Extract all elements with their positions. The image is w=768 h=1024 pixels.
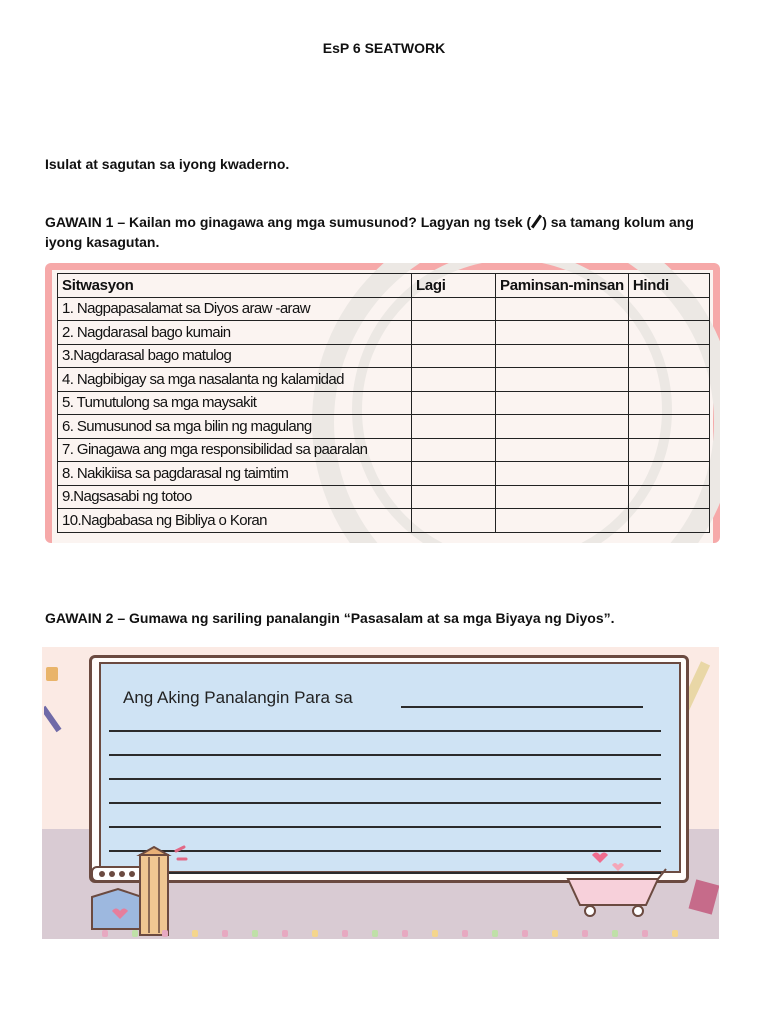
page-title: EsP 6 SEATWORK: [322, 40, 446, 56]
header-lagi: Lagi: [412, 274, 496, 298]
cell-lagi[interactable]: [412, 509, 496, 533]
cell-lagi[interactable]: [412, 438, 496, 462]
cell-lagi[interactable]: [412, 344, 496, 368]
pencil-icon: [82, 845, 192, 939]
cell-hindi[interactable]: [628, 438, 709, 462]
cell-hindi[interactable]: [628, 391, 709, 415]
cell-paminsan-minsan[interactable]: [496, 321, 629, 345]
situation-table: [57, 273, 710, 533]
cell-paminsan-minsan[interactable]: [496, 462, 629, 486]
gawain1-instruction: [45, 212, 705, 252]
cell-paminsan-minsan[interactable]: [496, 297, 629, 321]
prayer-heading: Ang Aking Panalangin Para sa: [123, 688, 353, 707]
table-row: [58, 485, 710, 509]
table-row: [58, 321, 710, 345]
prayer-worksheet-card: [42, 647, 719, 939]
cell-paminsan-minsan[interactable]: [496, 485, 629, 509]
row-situation: 3.Nagdarasal bago matulog: [58, 344, 412, 368]
cell-hindi[interactable]: [628, 485, 709, 509]
writing-line[interactable]: [109, 730, 661, 732]
heart-icon: [592, 853, 608, 864]
prayer-title-blank[interactable]: [401, 706, 643, 708]
cell-lagi[interactable]: [412, 415, 496, 439]
table-row: [58, 462, 710, 486]
cell-lagi[interactable]: [412, 485, 496, 509]
table-row: [58, 438, 710, 462]
gawain1-text-before: GAWAIN 1 – Kailan mo ginagawa ang mga sumusunod? Lagyan ng tsek (: [45, 214, 532, 230]
cell-lagi[interactable]: [412, 462, 496, 486]
cell-paminsan-minsan[interactable]: [496, 509, 629, 533]
table-row: [58, 415, 710, 439]
writing-line[interactable]: [109, 826, 661, 828]
writing-line[interactable]: [109, 778, 661, 780]
cell-hindi[interactable]: [628, 321, 709, 345]
row-situation: 7. Ginagawa ang mga responsibilidad sa paaralan: [58, 438, 412, 462]
table-row: [58, 344, 710, 368]
cell-paminsan-minsan[interactable]: [496, 438, 629, 462]
cell-lagi[interactable]: [412, 321, 496, 345]
cell-paminsan-minsan[interactable]: [496, 344, 629, 368]
table-row: [58, 368, 710, 392]
cell-lagi[interactable]: [412, 391, 496, 415]
prayer-paper: [99, 662, 681, 873]
row-situation: 5. Tumutulong sa mga maysakit: [58, 391, 412, 415]
row-situation: 4. Nagbibigay sa mga nasalanta ng kalamidad: [58, 368, 412, 392]
bunting-decoration: [42, 929, 719, 937]
writing-line[interactable]: [109, 802, 661, 804]
writing-line[interactable]: [109, 754, 661, 756]
header-paminsan-minsan: Paminsan-minsan: [496, 274, 629, 298]
row-situation: 6. Sumusunod sa mga bilin ng magulang: [58, 415, 412, 439]
row-situation: 1. Nagpapasalamat sa Diyos araw -araw: [58, 297, 412, 321]
cell-hindi[interactable]: [628, 297, 709, 321]
cell-hindi[interactable]: [628, 509, 709, 533]
gawain2-instruction: GAWAIN 2 – Gumawa ng sariling panalangin “Pasasalam at sa mga Biyaya ng Diyos”.: [45, 610, 615, 626]
gawain1-text-after: ) sa tamang kolum ang iyong kasagutan.: [45, 214, 694, 250]
row-situation: 9.Nagsasabi ng totoo: [58, 485, 412, 509]
ruler-icon: [684, 657, 719, 717]
cell-lagi[interactable]: [412, 368, 496, 392]
header-hindi: Hindi: [628, 274, 709, 298]
shopping-cart-icon: [562, 849, 672, 919]
cell-paminsan-minsan[interactable]: [496, 391, 629, 415]
check-mark-icon: [531, 214, 542, 228]
cell-hindi[interactable]: [628, 415, 709, 439]
cell-paminsan-minsan[interactable]: [496, 415, 629, 439]
table-row: [58, 509, 710, 533]
instruction-text: Isulat at sagutan sa iyong kwaderno.: [45, 156, 290, 172]
row-situation: 10.Nagbabasa ng Bibliya o Koran: [58, 509, 412, 533]
table-row: [58, 391, 710, 415]
row-situation: 8. Nakikiisa sa pagdarasal ng taimtim: [58, 462, 412, 486]
craft-supplies-icon: [44, 665, 66, 755]
table-row: [58, 297, 710, 321]
cell-lagi[interactable]: [412, 297, 496, 321]
header-sitwasyon: Sitwasyon: [58, 274, 412, 298]
paper-stack-icon: [684, 862, 719, 932]
row-situation: 2. Nagdarasal bago kumain: [58, 321, 412, 345]
table-header-row: [58, 274, 710, 298]
cell-paminsan-minsan[interactable]: [496, 368, 629, 392]
cell-hindi[interactable]: [628, 368, 709, 392]
cell-hindi[interactable]: [628, 344, 709, 368]
cell-hindi[interactable]: [628, 462, 709, 486]
